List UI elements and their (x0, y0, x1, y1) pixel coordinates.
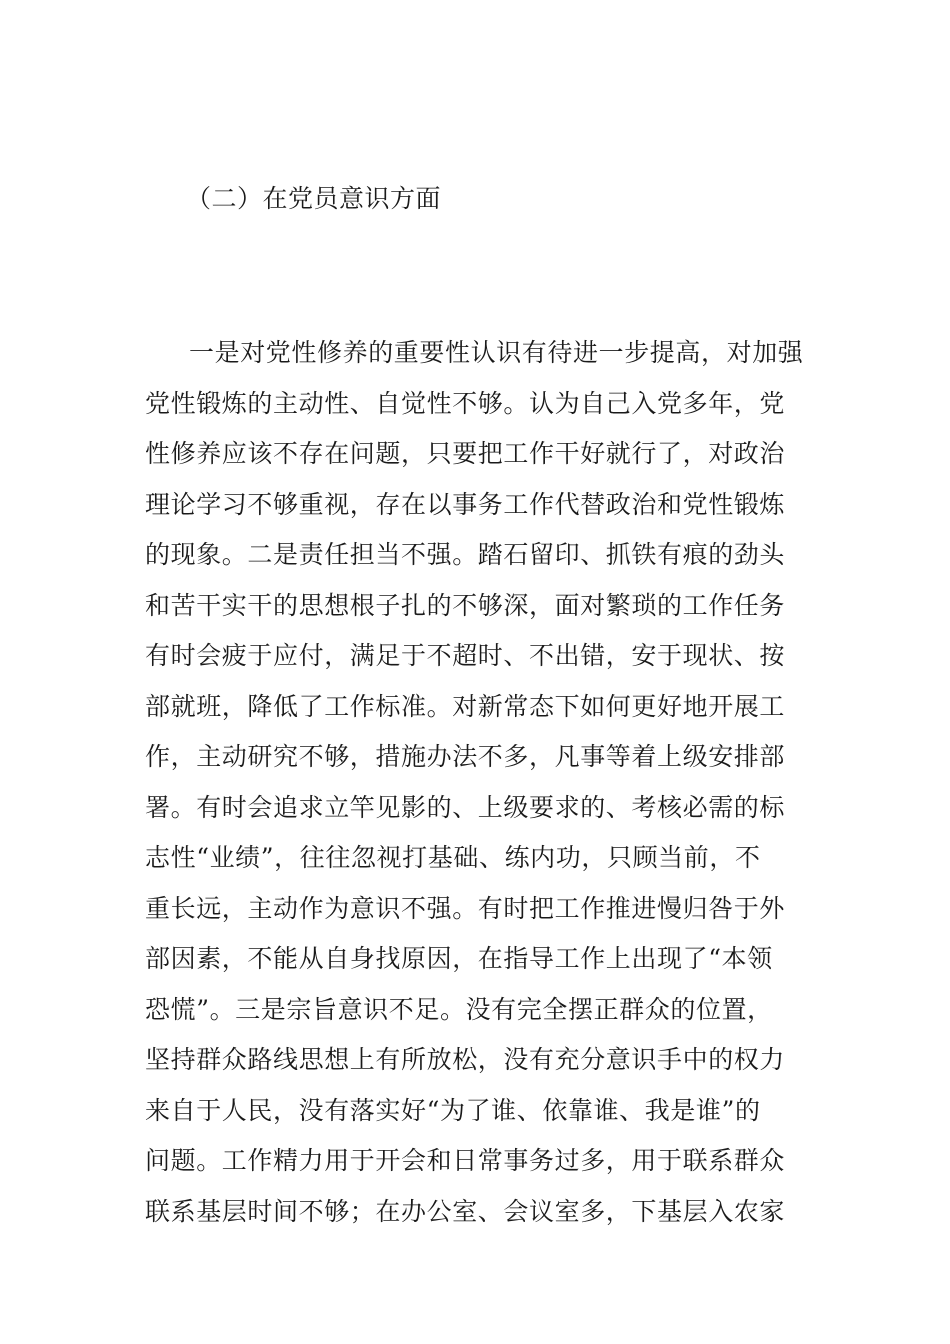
section-heading: （二）在党员意识方面 (186, 184, 442, 213)
paragraph-line: 来自于人民，没有落实好“为了谁、依靠谁、我是谁”的 (145, 1095, 761, 1125)
paragraph-line: 问题。工作精力用于开会和日常事务过多，用于联系群众 (145, 1146, 786, 1175)
paragraph-line: 有时会疲于应付，满足于不超时、不出错，安于现状、按 (145, 641, 786, 670)
paragraph-line: 联系基层时间不够；在办公室、会议室多，下基层入农家 (145, 1196, 786, 1226)
paragraph-line: 署。有时会追求立竿见影的、上级要求的、考核必需的标 (145, 792, 786, 822)
paragraph-line: 重长远，主动作为意识不强。有时把工作推进慢归咎于外 (145, 893, 786, 923)
paragraph-line: 的现象。二是责任担当不强。踏石留印、抓铁有痕的劲头 (145, 540, 786, 569)
paragraph-line: 部就班，降低了工作标准。对新常态下如何更好地开展工 (145, 691, 786, 721)
body-paragraph (145, 328, 815, 1237)
paragraph-line: 恐慌”。三是宗旨意识不足。没有完全摆正群众的位置， (145, 994, 773, 1024)
paragraph-line: 一是对党性修养的重要性认识有待进一步提高，对加强 (189, 338, 804, 367)
paragraph-line: 作，主动研究不够，措施办法不多，凡事等着上级安排部 (145, 742, 786, 771)
paragraph-line: 志性“业绩”，往往忽视打基础、练内功，只顾当前，不 (145, 843, 761, 872)
paragraph-line: 坚持群众路线思想上有所放松，没有充分意识手中的权力 (145, 1045, 786, 1074)
paragraph-line: 性修养应该不存在问题，只要把工作干好就行了，对政治 (145, 439, 786, 468)
paragraph-line: 党性锻炼的主动性、自觉性不够。认为自己入党多年，党 (145, 388, 786, 418)
paragraph-line: 理论学习不够重视，存在以事务工作代替政治和党性锻炼 (145, 489, 786, 519)
paragraph-line: 和苦干实干的思想根子扎的不够深，面对繁琐的工作任务 (145, 590, 786, 620)
paragraph-line: 部因素，不能从自身找原因，在指导工作上出现了“本领 (145, 944, 773, 973)
